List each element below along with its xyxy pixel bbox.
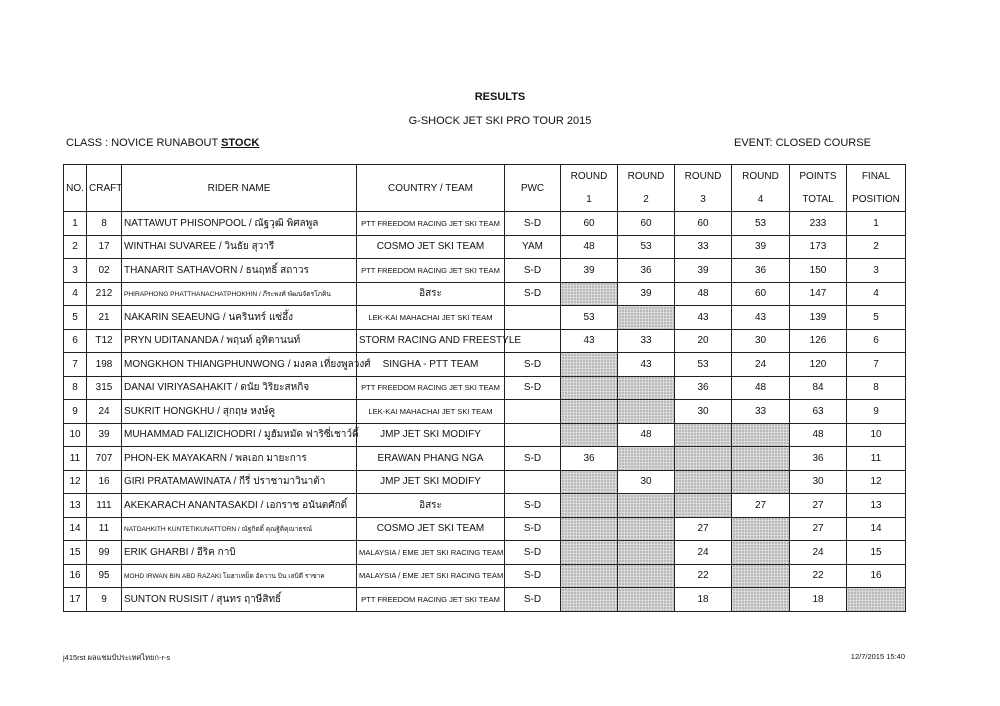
cell-round-1 (561, 400, 618, 424)
cell-round-2: 33 (618, 329, 675, 353)
cell-points-total: 18 (790, 588, 847, 612)
cell-team: SINGHA - PTT TEAM (357, 353, 505, 377)
table-row (64, 282, 906, 306)
cell-rider-name: NAKARIN SEAEUNG / นครินทร์ แซ่อึ้ง (122, 306, 357, 330)
cell-final-position: 10 (847, 423, 906, 447)
cell-round-1 (561, 353, 618, 377)
table-row (64, 564, 906, 588)
cell-round-3: 53 (675, 353, 732, 377)
cell-round-3: 18 (675, 588, 732, 612)
cell-craft: 24 (87, 400, 122, 424)
cell-final-position: 8 (847, 376, 906, 400)
cell-craft: 707 (87, 447, 122, 471)
cell-round-3: 43 (675, 306, 732, 330)
header-rider-name: RIDER NAME (122, 165, 357, 212)
cell-final-position: 4 (847, 282, 906, 306)
page-title: RESULTS (474, 91, 526, 103)
cell-no: 7 (64, 353, 87, 377)
cell-round-2: 30 (618, 470, 675, 494)
cell-pwc: S-D (505, 447, 561, 471)
header-round-1: ROUND (561, 165, 618, 189)
cell-round-2 (618, 517, 675, 541)
table-row (64, 235, 906, 259)
header-country-team: COUNTRY / TEAM (357, 165, 505, 212)
cell-round-4: 39 (732, 235, 790, 259)
cell-final-position: 16 (847, 564, 906, 588)
cell-rider-name: WINTHAI SUVAREE / วินธัย สุวารี (122, 235, 357, 259)
cell-round-1: 39 (561, 259, 618, 283)
cell-pwc (505, 400, 561, 424)
cell-team: JMP JET SKI MODIFY (357, 423, 505, 447)
cell-no: 2 (64, 235, 87, 259)
cell-team: PTT FREEDOM RACING JET SKI TEAM (357, 588, 505, 612)
header-round-4: ROUND (732, 165, 790, 189)
cell-no: 1 (64, 212, 87, 236)
cell-no: 15 (64, 541, 87, 565)
cell-pwc: S-D (505, 259, 561, 283)
cell-pwc: S-D (505, 494, 561, 518)
cell-final-position: 7 (847, 353, 906, 377)
table-row (64, 470, 906, 494)
cell-round-4: 33 (732, 400, 790, 424)
cell-round-4: 53 (732, 212, 790, 236)
cell-team: ERAWAN PHANG NGA (357, 447, 505, 471)
cell-points-total: 120 (790, 353, 847, 377)
cell-round-2 (618, 564, 675, 588)
cell-team: MALAYSIA / EME JET SKI RACING TEAM (357, 541, 505, 565)
cell-points-total: 27 (790, 494, 847, 518)
cell-team: LEK-KAI MAHACHAI JET SKI TEAM (357, 306, 505, 330)
cell-pwc (505, 423, 561, 447)
cell-rider-name: MOHD IRWAN BIN ABD RAZAKI โมฮาเหม็ด อัควาน บิน เลบิดี ราซาค (122, 564, 357, 588)
class-prefix: CLASS : NOVICE RUNABOUT (66, 137, 218, 149)
cell-rider-name: PHIRAPHONG PHATTHANACHATPHOKHIN / ภีระพงศ์ พัฒนจัตรโภคิน (122, 282, 357, 306)
table-row (64, 423, 906, 447)
cell-round-2: 36 (618, 259, 675, 283)
cell-rider-name: SUNTON RUSISIT / สุนทร ฤาษีสิทธิ์ (122, 588, 357, 612)
cell-no: 11 (64, 447, 87, 471)
cell-pwc: S-D (505, 376, 561, 400)
cell-team: STORM RACING AND FREESTYLE (357, 329, 505, 353)
cell-final-position: 13 (847, 494, 906, 518)
cell-round-4 (732, 447, 790, 471)
table-row (64, 353, 906, 377)
header-points: POINTS (790, 165, 847, 189)
cell-round-3 (675, 423, 732, 447)
header-round-3-number: 3 (675, 188, 732, 212)
cell-no: 3 (64, 259, 87, 283)
cell-craft: 02 (87, 259, 122, 283)
header-round-2: ROUND (618, 165, 675, 189)
cell-craft: 11 (87, 517, 122, 541)
cell-final-position: 3 (847, 259, 906, 283)
cell-round-2: 39 (618, 282, 675, 306)
cell-round-3: 22 (675, 564, 732, 588)
header-pwc: PWC (505, 165, 561, 212)
cell-points-total: 84 (790, 376, 847, 400)
cell-final-position: 1 (847, 212, 906, 236)
cell-round-1 (561, 282, 618, 306)
cell-round-2 (618, 306, 675, 330)
results-table (63, 164, 906, 612)
cell-no: 8 (64, 376, 87, 400)
cell-round-1 (561, 376, 618, 400)
table-row (64, 400, 906, 424)
cell-round-2 (618, 447, 675, 471)
cell-pwc: S-D (505, 517, 561, 541)
cell-pwc (505, 306, 561, 330)
cell-round-2: 48 (618, 423, 675, 447)
table-row (64, 541, 906, 565)
cell-round-3: 36 (675, 376, 732, 400)
cell-round-2 (618, 494, 675, 518)
cell-team: MALAYSIA / EME JET SKI RACING TEAM (357, 564, 505, 588)
header-final: FINAL (847, 165, 906, 189)
cell-team: อิสระ (357, 282, 505, 306)
cell-craft: 99 (87, 541, 122, 565)
event-label: EVENT: CLOSED COURSE (734, 137, 871, 149)
cell-rider-name: DANAI VIRIYASAHAKIT / ดนัย วิริยะสหกิจ (122, 376, 357, 400)
cell-pwc: S-D (505, 564, 561, 588)
cell-round-3 (675, 470, 732, 494)
header-craft: CRAFT (87, 165, 122, 212)
cell-rider-name: AKEKARACH ANANTASAKDI / เอกราช อนันตศักดิ์ (122, 494, 357, 518)
cell-round-3 (675, 494, 732, 518)
table-row (64, 259, 906, 283)
cell-points-total: 48 (790, 423, 847, 447)
cell-round-1: 48 (561, 235, 618, 259)
cell-final-position: 12 (847, 470, 906, 494)
cell-round-4: 60 (732, 282, 790, 306)
cell-rider-name: GIRI PRATAMAWINATA / กีรี่ ปราชามาวินาต้า (122, 470, 357, 494)
cell-rider-name: PHON-EK MAYAKARN / พลเอก มายะการ (122, 447, 357, 471)
cell-pwc: S-D (505, 282, 561, 306)
cell-final-position: 2 (847, 235, 906, 259)
header-round-2-number: 2 (618, 188, 675, 212)
cell-final-position: 15 (847, 541, 906, 565)
cell-points-total: 173 (790, 235, 847, 259)
cell-team: PTT FREEDOM RACING JET SKI TEAM (357, 212, 505, 236)
cell-craft: 315 (87, 376, 122, 400)
header-position: POSITION (847, 188, 906, 212)
cell-round-4 (732, 541, 790, 565)
cell-round-4: 24 (732, 353, 790, 377)
cell-rider-name: ERIK GHARBI / อีริค กาบิ (122, 541, 357, 565)
table-row (64, 588, 906, 612)
cell-round-2 (618, 541, 675, 565)
cell-no: 4 (64, 282, 87, 306)
cell-no: 16 (64, 564, 87, 588)
cell-pwc: S-D (505, 353, 561, 377)
cell-team: PTT FREEDOM RACING JET SKI TEAM (357, 376, 505, 400)
cell-round-1 (561, 517, 618, 541)
cell-final-position: 6 (847, 329, 906, 353)
cell-round-3: 30 (675, 400, 732, 424)
cell-team: LEK-KAI MAHACHAI JET SKI TEAM (357, 400, 505, 424)
table-row (64, 212, 906, 236)
cell-points-total: 233 (790, 212, 847, 236)
cell-team: COSMO JET SKI TEAM (357, 517, 505, 541)
cell-round-3: 48 (675, 282, 732, 306)
cell-craft: 212 (87, 282, 122, 306)
cell-team: อิสระ (357, 494, 505, 518)
cell-no: 13 (64, 494, 87, 518)
cell-craft: 8 (87, 212, 122, 236)
cell-rider-name: MONGKHON THIANGPHUNWONG / มงคล เที่ยงพูลวงศ์ (122, 353, 357, 377)
header-total: TOTAL (790, 188, 847, 212)
cell-round-4 (732, 470, 790, 494)
cell-round-4: 30 (732, 329, 790, 353)
cell-pwc: YAM (505, 235, 561, 259)
cell-pwc: S-D (505, 541, 561, 565)
footer-file-name: j415rst ผลแชมป์ประเทศไทยก-r-s (63, 653, 171, 662)
header-round-4-number: 4 (732, 188, 790, 212)
cell-round-2: 43 (618, 353, 675, 377)
cell-final-position: 9 (847, 400, 906, 424)
cell-points-total: 150 (790, 259, 847, 283)
cell-round-1 (561, 541, 618, 565)
cell-points-total: 22 (790, 564, 847, 588)
cell-round-1 (561, 494, 618, 518)
cell-round-1: 60 (561, 212, 618, 236)
cell-points-total: 36 (790, 447, 847, 471)
cell-round-3 (675, 447, 732, 471)
cell-craft: T12 (87, 329, 122, 353)
cell-craft: 39 (87, 423, 122, 447)
cell-round-1 (561, 564, 618, 588)
table-row (64, 306, 906, 330)
cell-craft: 9 (87, 588, 122, 612)
cell-no: 17 (64, 588, 87, 612)
cell-round-3: 33 (675, 235, 732, 259)
cell-round-4 (732, 588, 790, 612)
cell-points-total: 147 (790, 282, 847, 306)
cell-rider-name: PRYN UDITANANDA / พฤนท์ อุทิตานนท์ (122, 329, 357, 353)
cell-final-position: 5 (847, 306, 906, 330)
cell-points-total: 139 (790, 306, 847, 330)
cell-round-3: 60 (675, 212, 732, 236)
cell-round-3: 39 (675, 259, 732, 283)
cell-team: JMP JET SKI MODIFY (357, 470, 505, 494)
table-row (64, 329, 906, 353)
header-round-1-number: 1 (561, 188, 618, 212)
cell-craft: 16 (87, 470, 122, 494)
table-row (64, 376, 906, 400)
header-no: NO. (64, 165, 87, 212)
page-subtitle: G-SHOCK JET SKI PRO TOUR 2015 (408, 115, 592, 127)
cell-craft: 21 (87, 306, 122, 330)
cell-pwc (505, 470, 561, 494)
table-row (64, 494, 906, 518)
cell-craft: 111 (87, 494, 122, 518)
cell-round-4 (732, 423, 790, 447)
cell-round-3: 27 (675, 517, 732, 541)
cell-team: PTT FREEDOM RACING JET SKI TEAM (357, 259, 505, 283)
cell-rider-name: MUHAMMAD FALIZICHODRI / มูฮัมหมัด ฟาริซี่เชาว์ดี้ (122, 423, 357, 447)
cell-round-1: 43 (561, 329, 618, 353)
class-label (66, 137, 259, 149)
cell-rider-name: SUKRIT HONGKHU / สุกฤษ หงษ์คู (122, 400, 357, 424)
cell-round-4 (732, 517, 790, 541)
cell-round-1: 53 (561, 306, 618, 330)
cell-round-1 (561, 423, 618, 447)
class-emphasis: STOCK (221, 137, 260, 149)
cell-no: 9 (64, 400, 87, 424)
cell-round-4 (732, 564, 790, 588)
cell-round-2 (618, 400, 675, 424)
cell-no: 14 (64, 517, 87, 541)
cell-no: 6 (64, 329, 87, 353)
cell-round-2 (618, 588, 675, 612)
cell-pwc: S-D (505, 588, 561, 612)
cell-no: 5 (64, 306, 87, 330)
cell-round-4: 36 (732, 259, 790, 283)
cell-final-position: 11 (847, 447, 906, 471)
cell-round-1 (561, 470, 618, 494)
cell-final-position: 14 (847, 517, 906, 541)
cell-no: 12 (64, 470, 87, 494)
cell-round-2: 53 (618, 235, 675, 259)
cell-final-position (847, 588, 906, 612)
cell-craft: 17 (87, 235, 122, 259)
cell-round-2: 60 (618, 212, 675, 236)
header-round-3: ROUND (675, 165, 732, 189)
cell-craft: 95 (87, 564, 122, 588)
table-row (64, 517, 906, 541)
cell-pwc: S-D (505, 212, 561, 236)
cell-rider-name: NATTAWUT PHISONPOOL / ณัฐวุฒิ พิศลพูล (122, 212, 357, 236)
cell-points-total: 126 (790, 329, 847, 353)
cell-points-total: 24 (790, 541, 847, 565)
cell-points-total: 30 (790, 470, 847, 494)
cell-round-3: 24 (675, 541, 732, 565)
table-row (64, 447, 906, 471)
cell-round-1: 36 (561, 447, 618, 471)
cell-round-4: 43 (732, 306, 790, 330)
cell-craft: 198 (87, 353, 122, 377)
cell-points-total: 63 (790, 400, 847, 424)
cell-rider-name: NATDAHKITH KUNTETIKUNATTORN / ณัฐกิตติ์ คุณฐิติคุณาธรณ์ (122, 517, 357, 541)
cell-round-2 (618, 376, 675, 400)
cell-round-4: 27 (732, 494, 790, 518)
cell-team: COSMO JET SKI TEAM (357, 235, 505, 259)
cell-round-1 (561, 588, 618, 612)
cell-points-total: 27 (790, 517, 847, 541)
footer-timestamp: 12/7/2015 15:40 (850, 652, 905, 661)
cell-rider-name: THANARIT SATHAVORN / ธนฤทธิ์ สถาวร (122, 259, 357, 283)
cell-no: 10 (64, 423, 87, 447)
cell-round-3: 20 (675, 329, 732, 353)
cell-round-4: 48 (732, 376, 790, 400)
